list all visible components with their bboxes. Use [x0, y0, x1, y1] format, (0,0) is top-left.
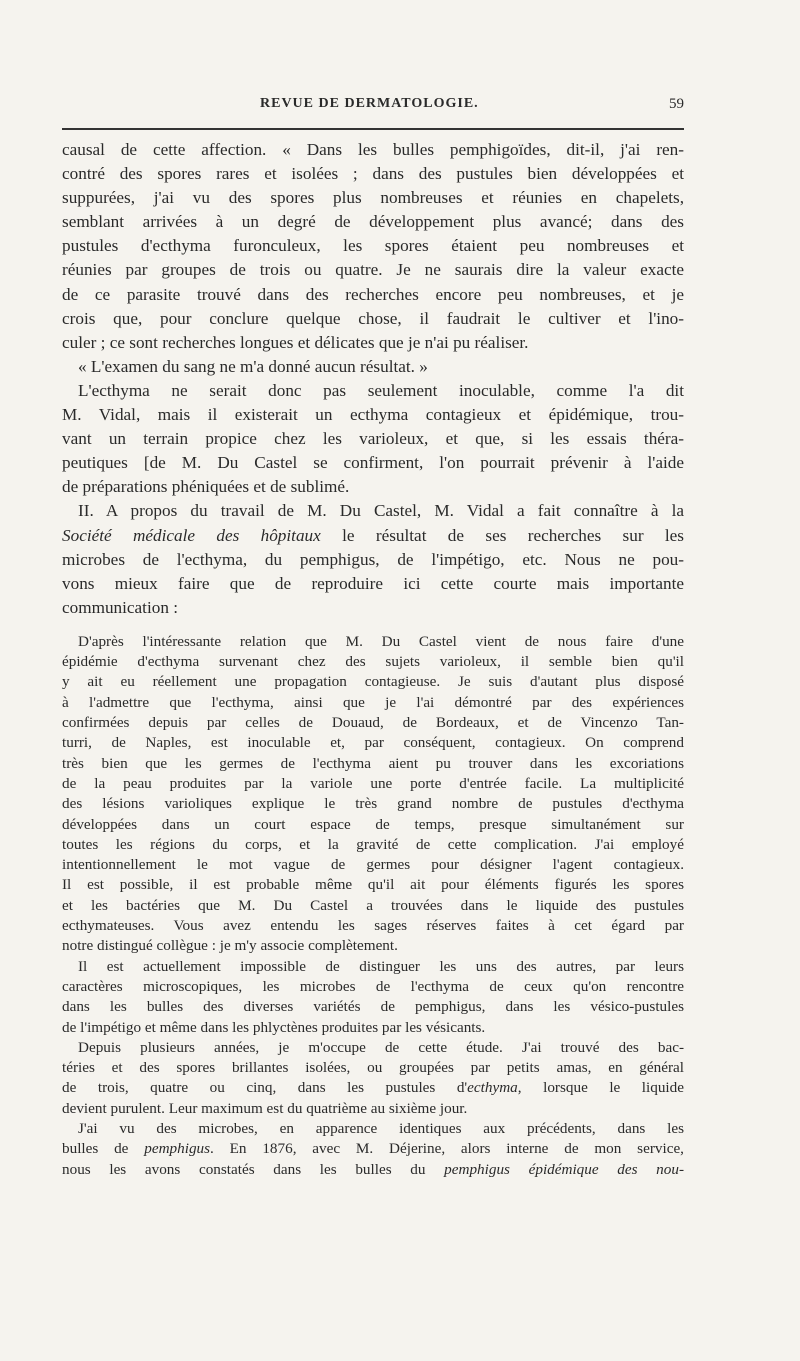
body-line: M. Vidal, mais il existerait un ecthyma contagieux et épidémique, trou- — [62, 405, 684, 425]
quote-line-rest: . En 1876, avec M. Déjerine, alors interne de mon service, — [210, 1140, 684, 1158]
quote-line-start: de trois, quatre ou cinq, dans les pustules d' — [62, 1079, 468, 1097]
quote-line-rest: , lorsque le liquide — [517, 1079, 684, 1097]
quote-line: dans les bulles des diverses variétés de pemphigus, dans les vésico-pustules — [62, 998, 684, 1016]
body-line: L'ecthyma ne serait donc pas seulement inoculable, comme l'a dit — [78, 380, 684, 400]
quote-line: Il est actuellement impossible de distinguer les uns des autres, par leurs — [78, 957, 684, 975]
quote-line: Il est possible, il est probable même qu'il ait pour éléments figurés les spores — [62, 876, 684, 894]
running-title: REVUE DE DERMATOLOGIE. — [260, 96, 479, 111]
quote-line: et les bactéries que M. Du Castel a trouvées dans le liquide des pustules — [62, 896, 684, 914]
body-line: de préparations phéniquées et de sublimé. — [62, 477, 350, 497]
quote-line: des lésions varioliques explique le très grand nombre de pustules d'ecthyma — [62, 795, 684, 813]
running-header — [62, 96, 684, 116]
quote-line — [62, 1078, 684, 1098]
quote-line: toutes les régions du corps, et la gravité de cette complication. J'ai employé — [62, 835, 684, 853]
italic-term-pemphigus-epidemique: pemphigus épidémique des nou- — [444, 1160, 685, 1178]
quote-line-start: nous les avons constatés dans les bulles du — [62, 1160, 426, 1178]
body-line: communication : — [62, 597, 178, 617]
quoted-communication — [62, 632, 684, 1180]
quote-line: de l'impétigo et même dans les phlyctènes produites par les vésicants. — [62, 1018, 486, 1036]
body-line: de ce parasite trouvé dans des recherches encore peu nombreuses, et je — [62, 284, 684, 304]
body-line: « L'examen du sang ne m'a donné aucun résultat. » — [78, 356, 428, 376]
body-line: semblant arrivées à un degré de développement plus avancé; dans des — [62, 212, 684, 232]
quote-line — [62, 1139, 684, 1159]
quote-line: notre distingué collègue : je m'y associe complètement. — [62, 937, 398, 955]
quote-line — [62, 1160, 684, 1180]
body-line: microbes de l'ecthyma, du pemphigus, de l'impétigo, etc. Nous ne pou- — [62, 549, 684, 569]
body-line: contré des spores rares et isolées ; dans des pustules bien développées et — [62, 164, 684, 184]
header-rule — [62, 128, 684, 130]
body-line: peutiques [de M. Du Castel se confirment, l'on pourrait prévenir à l'aide — [62, 453, 684, 473]
quote-line: J'ai vu des microbes, en apparence identiques aux précédents, dans les — [78, 1120, 684, 1137]
quote-line-start: bulles de — [62, 1140, 129, 1158]
quote-line: y ait eu réellement une propagation contagieuse. Je suis d'autant plus disposé — [62, 673, 684, 691]
quote-line: épidémie d'ecthyma survenant chez des sujets varioleux, il semble bien qu'il — [62, 653, 684, 671]
page-number: 59 — [669, 96, 684, 112]
quote-line: intentionnellement le mot vague de germes pour désigner l'agent contagieux. — [62, 856, 684, 874]
body-line: vons mieux faire que de reproduire ici cette courte mais importante — [62, 573, 684, 593]
body-line: crois que, pour conclure quelque chose, il faudrait le cultiver et l'ino- — [62, 308, 684, 328]
society-name: Société médicale des hôpitaux — [62, 525, 321, 545]
quote-line: caractères microscopiques, les microbes de l'ecthyma de ceux qu'on rencontre — [62, 977, 684, 995]
quote-line: ecthymateuses. Vous avez entendu les sages réserves faites à cet égard par — [62, 917, 684, 935]
text-block — [62, 138, 684, 1180]
body-line: réunies par groupes de trois ou quatre. Je ne saurais dire la valeur exacte — [62, 260, 684, 280]
italic-term-ecthyma: ecthyma — [467, 1079, 518, 1097]
quote-line: D'après l'intéressante relation que M. Du Castel vient de nous faire d'une — [78, 632, 684, 650]
quote-line: développées dans un court espace de temps, presque simultanément sur — [62, 815, 684, 833]
body-line: culer ; ce sont recherches longues et délicates que je n'ai pu réaliser. — [62, 332, 529, 352]
body-line-rest: le résultat de ses recherches sur les — [342, 525, 684, 545]
body-line: II. A propos du travail de M. Du Castel, M. Vidal a fait connaître à la — [78, 501, 684, 521]
quote-line: de la peau produites par la variole une porte d'entrée facile. La multiplicité — [62, 774, 684, 792]
quote-line: à l'admettre que l'ecthyma, ainsi que je l'ai démontré par des expériences — [62, 693, 684, 711]
body-line: vant un terrain propice chez les varioleux, et que, si les essais théra- — [62, 429, 684, 449]
quote-line: très bien que les germes de l'ecthyma aient pu trouver dans les excoriations — [62, 754, 684, 772]
body-line — [62, 524, 684, 548]
body-line: causal de cette affection. « Dans les bulles pemphigoïdes, dit-il, j'ai ren- — [62, 140, 684, 159]
body-line: pustules d'ecthyma furonculeux, les spores étaient peu nombreuses et — [62, 236, 684, 256]
quote-line: turri, de Naples, est inoculable et, par conséquent, contagieux. On comprend — [62, 734, 684, 752]
quote-line: confirmées depuis par celles de Douaud, de Bordeaux, et de Vincenzo Tan- — [62, 714, 684, 732]
quote-line: Depuis plusieurs années, je m'occupe de cette étude. J'ai trouvé des bac- — [78, 1038, 684, 1056]
italic-term-pemphigus: pemphigus — [144, 1140, 211, 1158]
quote-line: téries et des spores brillantes isolées, ou groupées par petits amas, en général — [62, 1059, 684, 1077]
body-line: suppurées, j'ai vu des spores plus nombreuses et réunies en chapelets, — [62, 188, 684, 208]
quote-line: devient purulent. Leur maximum est du quatrième au sixième jour. — [62, 1099, 468, 1117]
body-text — [62, 138, 684, 620]
